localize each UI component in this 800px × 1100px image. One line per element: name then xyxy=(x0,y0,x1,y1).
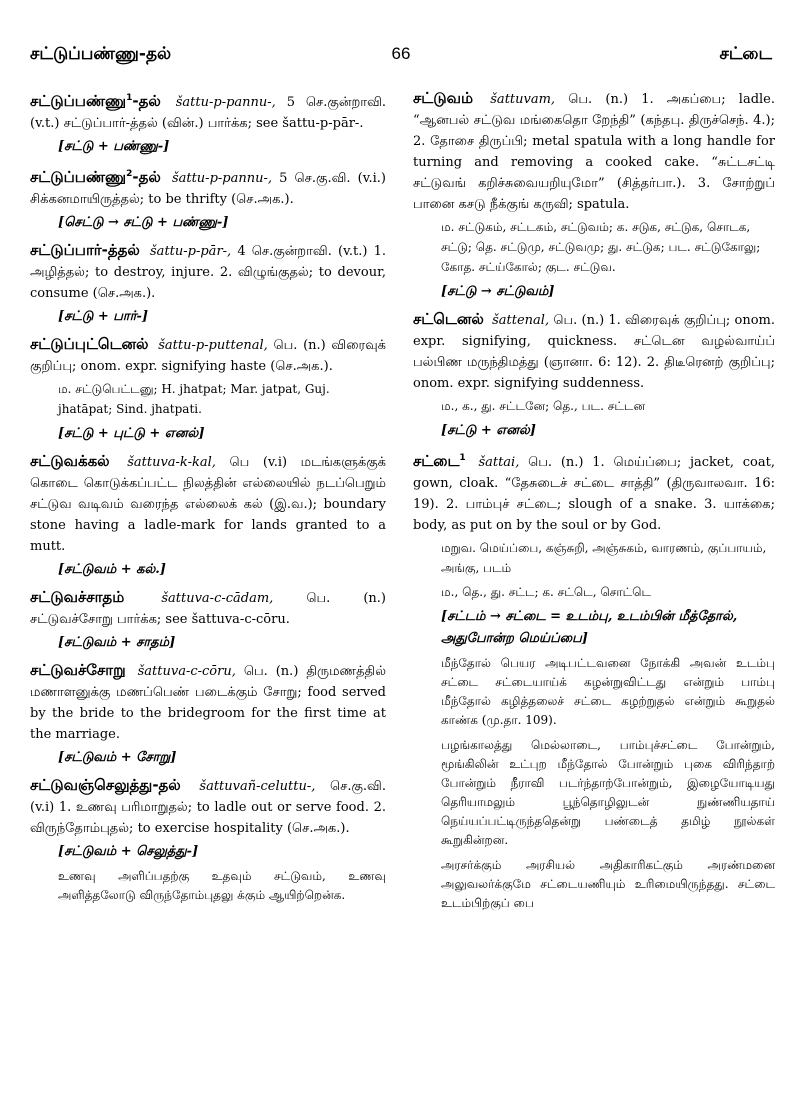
entry-body xyxy=(30,775,386,839)
etymology: [சட்டுவம் + கல்.] xyxy=(58,562,166,577)
usage-note: பழங்காலத்து மெல்லாடை, பாம்புச்சட்டை போன்றும், மூங்கிலின் உட்புற மீந்தோல் போன்றும் புகை விரிந்தாற் போன்றும் நீராவி படர்ந்தாற்போன்றும், இழையோடியது தெரியாமலும் பூந்தொழிலுடன் நுண்ணியதாய் நெய்யப்பட்டிருந்ததென்று பண்டைத் தமிழ் நூல்கள் கூறுகின்றன. xyxy=(441,738,775,847)
entry-body xyxy=(30,240,386,304)
cognates: ம. சட்டுகம், சட்டகம், சட்டுவம்; க. சடுக, சட்டுக, சொடக, சட்டு; தெ. சட்டுமு, சட்டுவமு; து. சட்டுக; பட. சட்டுகோலு; கோத. சட்ய்கோல்; குட. சட்டுவ. xyxy=(441,220,761,274)
dictionary-entry xyxy=(30,775,386,905)
page-number: 66 xyxy=(391,44,411,63)
entry-body xyxy=(30,660,386,745)
transliteration: šattu-p-pannu-, xyxy=(175,95,276,110)
etymology: [சட்டுவம் + செலுத்து-] xyxy=(58,844,199,859)
entry-body xyxy=(413,309,775,394)
headword: சட்டுவச்சாதம் xyxy=(30,588,125,606)
headword: சட்டுப்பண்ணு$^1$-தல் xyxy=(30,92,161,110)
definition: பெ. (n.) திருமணத்தில் மணாளனுக்கு மணப்பெண் படைக்கும் சோறு; food served by the bride to the bridegroom for the first time at the marriage. xyxy=(30,664,386,742)
etymology: [சட்டுவம் + சோறு] xyxy=(58,750,177,765)
transliteration: šattu-p-pannu-, xyxy=(171,171,273,186)
dictionary-entry xyxy=(30,451,386,581)
header-left-guideword: சட்டுப்பண்ணு-தல் xyxy=(30,44,172,64)
transliteration: šattu-p-puttenal, xyxy=(158,338,268,353)
headword: சட்டுவக்கல் xyxy=(30,452,110,470)
definition: 5 செ.கு.வி. (v.i.) சிக்கனமாயிருத்தல்; to be thrifty (செ.அக.). xyxy=(30,171,386,207)
transliteration: šattuva-c-cōru, xyxy=(137,664,236,679)
transliteration: šattai, xyxy=(478,455,520,470)
etymology: [சட்டு + பார்-] xyxy=(58,309,149,324)
page-header xyxy=(30,44,772,68)
entry-body xyxy=(30,587,386,630)
usage-note: அரசர்க்கும் அரசியல் அதிகாரிகட்கும் அரண்மனை அலுவலர்க்குமே சட்டையணியும் உரிமையிருந்தது. சட்டை உடம்பிற்குப் பை xyxy=(441,858,775,910)
definition: செ.கு.வி. (v.i) 1. உணவு பரிமாறுதல்; to ladle out or serve food. 2. விருந்தோம்புதல்; to exercise hospitality (செ.அக.). xyxy=(30,779,386,836)
headword: சட்டுப்பார்-த்தல் xyxy=(30,241,140,259)
definition: பெ. (n.) சட்டுவச்சோறு பார்க்க; see šattuva-c-cōru. xyxy=(30,591,386,627)
definition: பெ. (n.) 1. அகப்பை; ladle. “ஆனபல் சட்டுவ மங்கைதொ றேந்தி” (கந்தபு. திருச்செந். 4.); 2. தோசை திருப்பி; metal spatula with a long handle for turning and removing a cooked cake. “சுட்டசட்டி சட்டுவங் கறிச்சுவையறியுமோ” (சித்தர்பா.). 3. சோற்றுப் பானை கசடு நீக்குங் கருவி; spatula. xyxy=(413,92,775,212)
dictionary-entry xyxy=(30,660,386,769)
headword: சட்டெனல் xyxy=(413,310,484,328)
definition: 5 செ.குன்றாவி. (v.t.) சட்டுப்பார்-த்தல் (வின்.) பார்க்க; see šattu-p-pār-. xyxy=(30,95,386,131)
dictionary-entry xyxy=(30,164,386,234)
definition: பெ. (n.) 1. விரைவுக் குறிப்பு; onom. expr. signifying, quickness. சட்டென வழல்வாய்ப் பல்பிண மருந்திமத்து (ஞானா. 6: 12). 2. திடீரெனற் குறிப்பு; onom. expr. signifying suddenness. xyxy=(413,313,775,391)
left-column xyxy=(30,88,386,1090)
etymology: [சட்டம் → சட்டை = உடம்பு, உடம்பின் மீத்தோல், அதுபோன்ற மெய்ப்பை] xyxy=(441,609,738,646)
cognates: ம., தெ., து. சட்ட; க. சட்டெ, சொட்டெ xyxy=(441,585,652,599)
entry-body xyxy=(413,448,775,536)
transliteration: šattuvañ-celuttu-, xyxy=(199,779,316,794)
etymology: [சட்டுவம் + சாதம்] xyxy=(58,635,176,650)
right-column xyxy=(413,88,775,1090)
headword: சட்டுப்புட்டெனல் xyxy=(30,335,149,353)
usage-note: உணவு அளிப்பதற்கு உதவும் சட்டுவம், உணவு அளித்தலோடு விருந்தோம்புதலு க்கும் ஆயிற்றென்க. xyxy=(58,869,386,902)
definition: பெ. (n.) 1. மெய்ப்பை; jacket, coat, gown, cloak. “தேசுடைச் சட்டை சாத்தி” (திருவாலவா. 16: 19). 2. பாம்புச் சட்டை; slough of a snake. 3. யாக்கை; body, as put on by the soul or by God. xyxy=(413,455,775,533)
entry-body xyxy=(30,334,386,377)
transliteration: šattuvam, xyxy=(490,92,556,107)
headword: சட்டுவச்சோறு xyxy=(30,661,126,679)
transliteration: šattenal, xyxy=(492,313,550,328)
definition: பெ. (n.) விரைவுக் குறிப்பு; onom. expr. signifying haste (செ.அக.). xyxy=(30,338,386,374)
entry-body xyxy=(30,164,386,210)
header-right-guideword: சட்டை xyxy=(719,44,772,64)
definition: 4 செ.குன்றாவி. (v.t.) 1. அழித்தல்; to destroy, injure. 2. விழுங்குதல்; to devour, consume (செ.அக.). xyxy=(30,244,386,301)
dictionary-entry xyxy=(413,88,775,303)
etymology: [செட்டு → சட்டு + பண்ணு-] xyxy=(58,215,229,230)
headword: சட்டை$^1$ xyxy=(413,452,466,470)
transliteration: šattuva-k-kal, xyxy=(127,455,216,470)
dictionary-entry xyxy=(413,309,775,442)
dictionary-entry xyxy=(30,334,386,445)
definition: பெ (v.i) மடங்களுக்குக் கொடை கொடுக்கப்பட்ட நிலத்தின் எல்லையில் நடப்பெறும் சட்டுவ வடிவம் வரைந்த எல்லைக் கல் (இ.வ.); boundary stone having a ladle-mark for lands granted to a mutt. xyxy=(30,455,386,554)
transliteration: šattu-p-pār-, xyxy=(150,244,232,259)
etymology: [சட்டு + பண்ணு-] xyxy=(58,139,170,154)
dictionary-entry xyxy=(30,88,386,158)
cognates: ம. சட்டுபெட்டனு; H. jhatpat; Mar. jatpat, Guj. jhatāpat; Sind. jhatpati. xyxy=(58,382,330,416)
usage-note: மீந்தோல் பெயர அடிபட்டவனை நோக்கி அவன் உடம்பு சட்டை சட்டையாய்க் கழன்றுவிட்டது என்றும் பாம்பு மீந்தோல் கழித்தலைச் சட்டை கழற்றுதல் என்றும் கூறுதல் காண்க (மு.தா. 109). xyxy=(441,656,775,727)
headword: சட்டுப்பண்ணு$^2$-தல் xyxy=(30,168,161,186)
etymology: [சட்டு → சட்டுவம்] xyxy=(441,284,555,299)
etymology: [சட்டு + புட்டு + எனல்] xyxy=(58,426,205,441)
headword: சட்டுவஞ்செலுத்து-தல் xyxy=(30,776,181,794)
cognates: ம., க., து. சட்டனே; தெ., பட. சட்டன xyxy=(441,399,646,413)
dictionary-entry xyxy=(30,587,386,654)
entry-body xyxy=(30,88,386,134)
transliteration: šattuva-c-cādam, xyxy=(161,591,274,606)
entry-body xyxy=(30,451,386,557)
dictionary-entry xyxy=(413,448,775,913)
headword: சட்டுவம் xyxy=(413,89,474,107)
entry-body xyxy=(413,88,775,215)
dictionary-entry xyxy=(30,240,386,328)
synonyms: மறுவ. மெய்ப்பை, கஞ்சுறி, அஞ்சுகம், வாரணம், குப்பாயம், அங்கு, படம் xyxy=(441,541,767,575)
etymology: [சட்டு + எனல்] xyxy=(441,423,536,438)
